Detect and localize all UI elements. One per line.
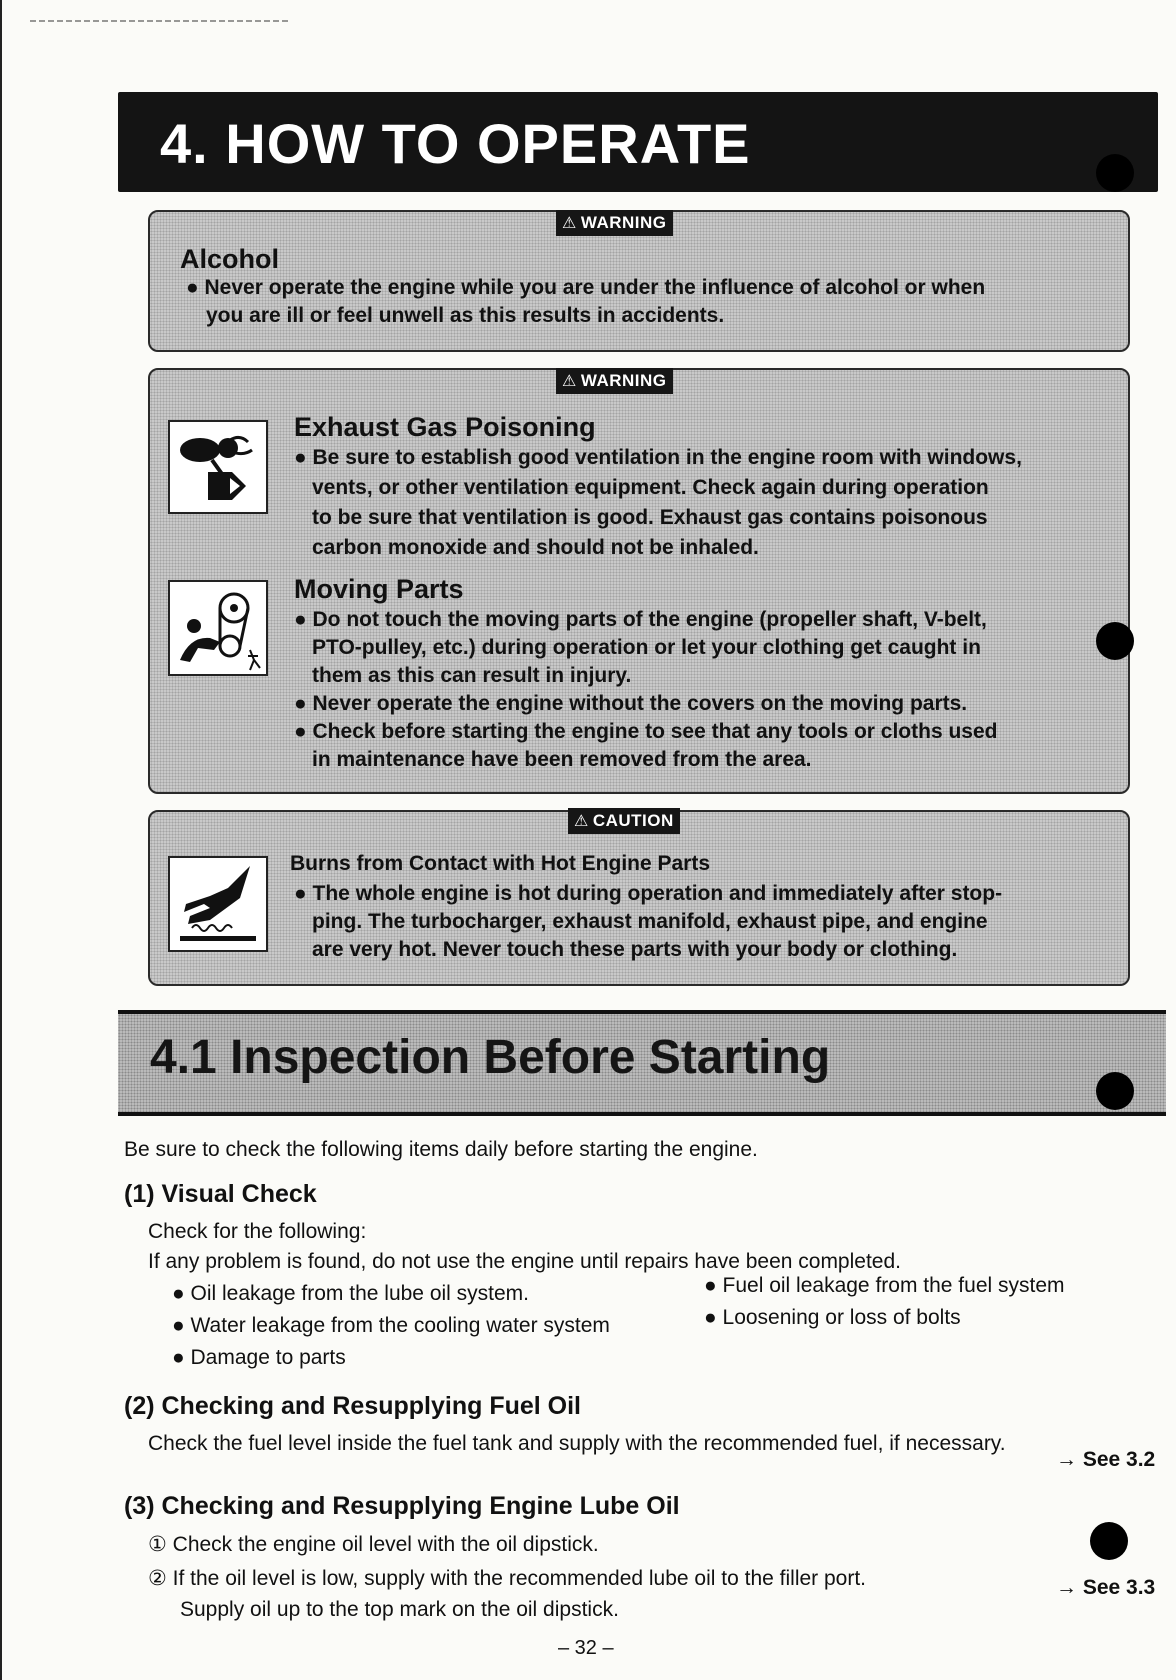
warning-label xyxy=(556,210,673,236)
binder-hole-mark xyxy=(1096,622,1134,660)
exhaust-gas-icon xyxy=(168,420,268,514)
caution-text-line: ● The whole engine is hot during operation and immediately after stop- xyxy=(294,882,1003,905)
warning-label-text: WARNING xyxy=(580,371,667,390)
warning-text-line: ● Be sure to establish good ventilation in the engine room with windows, xyxy=(294,446,1022,469)
caution-text-line: ping. The turbocharger, exhaust manifold, exhaust pipe, and engine xyxy=(312,910,988,933)
warning-text-line: ● Check before starting the engine to see that any tools or cloths used xyxy=(294,720,998,743)
check-item: ● Damage to parts xyxy=(172,1346,346,1369)
check-item: ● Fuel oil leakage from the fuel system xyxy=(704,1274,1065,1297)
warning-text-line: in maintenance have been removed from the area. xyxy=(312,748,812,771)
warning-label xyxy=(556,368,673,394)
caution-label xyxy=(568,808,680,834)
lube-oil-step: ② If the oil level is low, supply with the recommended lube oil to the filler port. xyxy=(148,1567,867,1590)
warning-text-line: vents, or other ventilation equipment. Check again during operation xyxy=(312,476,989,499)
warning-label-text: WARNING xyxy=(580,213,667,232)
warning-title: Alcohol xyxy=(180,244,279,274)
warning-text-line: ● Do not touch the moving parts of the engine (propeller shaft, V-belt, xyxy=(294,608,987,631)
visual-check-line: If any problem is found, do not use the engine until repairs have been completed. xyxy=(148,1250,901,1273)
hazard-title: Exhaust Gas Poisoning xyxy=(294,412,596,442)
visual-check-heading: (1) Visual Check xyxy=(124,1180,317,1208)
lube-oil-step: Supply oil up to the top mark on the oil dipstick. xyxy=(180,1598,619,1621)
see-reference: → See 3.3 xyxy=(1056,1576,1156,1599)
fuel-oil-heading: (2) Checking and Resupplying Fuel Oil xyxy=(124,1392,581,1420)
binder-hole-mark xyxy=(1096,154,1134,192)
lube-oil-heading: (3) Checking and Resupplying Engine Lube Oil xyxy=(124,1492,680,1520)
moving-parts-icon xyxy=(168,580,268,676)
fuel-oil-text: Check the fuel level inside the fuel tank and supply with the recommended fuel, if necessary. xyxy=(148,1432,1006,1455)
binder-hole-mark xyxy=(1090,1522,1128,1560)
visual-check-line: Check for the following: xyxy=(148,1220,367,1243)
caution-title: Burns from Contact with Hot Engine Parts xyxy=(290,852,711,875)
scan-artifact xyxy=(30,20,290,22)
binder-hole-mark xyxy=(1096,1072,1134,1110)
caution-triangle-icon: ⚠ xyxy=(574,813,589,830)
section-title: 4.1 Inspection Before Starting xyxy=(150,1031,831,1084)
warning-text-line: you are ill or feel unwell as this results in accidents. xyxy=(206,304,725,327)
warning-text-line: ● Never operate the engine while you are under the influence of alcohol or when xyxy=(186,276,986,299)
hot-surface-icon xyxy=(168,856,268,952)
hazard-title: Moving Parts xyxy=(294,574,464,604)
warning-triangle-icon: ⚠ xyxy=(562,373,577,390)
warning-text-line: to be sure that ventilation is good. Exhaust gas contains poisonous xyxy=(312,506,988,529)
warning-triangle-icon: ⚠ xyxy=(562,215,577,232)
warning-text-line: carbon monoxide and should not be inhaled. xyxy=(312,536,759,559)
caution-label-text: CAUTION xyxy=(592,811,674,830)
page-number: – 32 – xyxy=(558,1637,614,1659)
chapter-title: 4. HOW TO OPERATE xyxy=(160,112,751,175)
warning-text-line: PTO-pulley, etc.) during operation or let your clothing get caught in xyxy=(312,636,981,659)
see-reference: → See 3.2 xyxy=(1056,1448,1156,1471)
caution-text-line: are very hot. Never touch these parts with your body or clothing. xyxy=(312,938,958,961)
lube-oil-step: ① Check the engine oil level with the oil dipstick. xyxy=(148,1533,599,1556)
section-intro: Be sure to check the following items daily before starting the engine. xyxy=(124,1138,758,1161)
check-item: ● Water leakage from the cooling water system xyxy=(172,1314,610,1337)
warning-text-line: ● Never operate the engine without the covers on the moving parts. xyxy=(294,692,968,715)
page-edge-line xyxy=(0,0,2,1680)
warning-text-line: them as this can result in injury. xyxy=(312,664,632,687)
check-item: ● Oil leakage from the lube oil system. xyxy=(172,1282,529,1305)
check-item: ● Loosening or loss of bolts xyxy=(704,1306,961,1329)
